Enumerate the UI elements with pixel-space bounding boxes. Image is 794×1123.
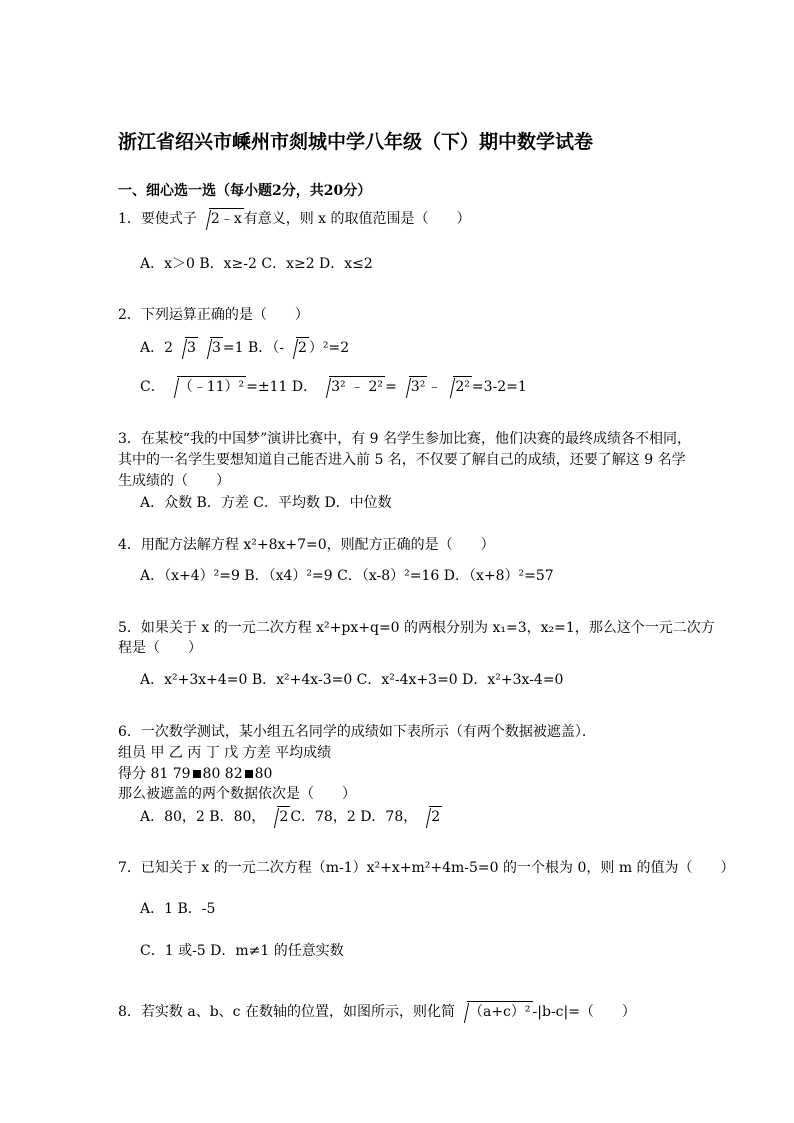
sqrt-expression [443, 376, 472, 397]
question-5-line-1: 5．如果关于 x 的一元二次方程 x²+px+q=0 的两根分别为 x₁=3，x₂=1，那么这个一元二次方 [118, 620, 715, 636]
sqrt-expression [286, 337, 309, 358]
q2-a-label: A． [140, 340, 165, 356]
score-table-row [118, 764, 272, 784]
q2-options-cd [140, 376, 527, 397]
q2-d-end: =3-2=1 [471, 379, 527, 395]
sqrt-expression [419, 806, 442, 827]
covered-cell-icon [193, 770, 201, 778]
sqrt-expression [399, 376, 428, 397]
q2-c-label: C． [140, 379, 165, 395]
question-8 [118, 1001, 636, 1022]
q8-stem-pre: 8．若实数 a、b、c 在数轴的位置，如图所示，则化简 [118, 1004, 455, 1020]
q6-opt-pre: A．80，2 B．80， [140, 809, 266, 825]
q2-options-ab [140, 337, 349, 358]
sqrt-argument: 3 [185, 337, 198, 358]
sqrt-argument: 3² [409, 376, 428, 397]
q7-options-ab: A．1 B．-5 [140, 901, 216, 917]
sqrt-argument: 3 [210, 337, 223, 358]
sqrt-expression [319, 376, 385, 397]
q2-b-end: ）²=2 [308, 340, 350, 356]
q2-d-eq: = [385, 379, 397, 395]
q6-options [140, 806, 442, 827]
q2-a-post: =1 B．（- [222, 340, 284, 356]
sqrt-argument: （a+c）² [467, 1001, 533, 1022]
sqrt-expression [199, 208, 244, 229]
q6-opt-mid: C．78，2 D．78， [290, 809, 418, 825]
q8-stem-post: -|b-c|=（ ） [532, 1004, 636, 1020]
question-6-line-4: 那么被遮盖的两个数据依次是（ ） [118, 786, 356, 802]
q7-options-cd: C．1 或-5 D．m≠1 的任意实数 [140, 943, 344, 959]
section-heading: 一、细心选一选（每小题2分，共20分） [118, 183, 372, 199]
q2-c-mid: =±11 D． [246, 379, 318, 395]
sqrt-expression [457, 1001, 533, 1022]
q2-d-minus: ﹣ [427, 379, 442, 395]
score-values-c: 80 [254, 766, 273, 782]
q4-options: A．（x+4）²=9 B．（x4）²=9 C．（x-8）²=16 D．（x+8）²=57 [140, 568, 554, 584]
question-1 [118, 208, 471, 229]
sqrt-expression [175, 337, 198, 358]
sqrt-argument: 2² [453, 376, 472, 397]
sqrt-argument: 2﹣x [209, 208, 244, 229]
sqrt-expression [167, 376, 246, 397]
question-4: 4．用配方法解方程 x²+8x+7=0，则配方正确的是（ ） [118, 537, 495, 553]
sqrt-argument: 2 [296, 337, 309, 358]
sqrt-expression [200, 337, 223, 358]
question-3-line-3: 生成绩的（ ） [118, 473, 230, 489]
q2-a-coef: 2 [164, 340, 174, 356]
score-values-a: 得分 81 79 [118, 766, 191, 782]
page-title: 浙江省绍兴市嵊州市剡城中学八年级（下）期中数学试卷 [118, 131, 594, 153]
question-7: 7．已知关于 x 的一元二次方程（m-1）x²+x+m²+4m-5=0 的一个根为 0，则 m 的值为（ ） [118, 860, 735, 876]
question-2: 2．下列运算正确的是（ ） [118, 307, 309, 323]
question-6-line-1: 6．一次数学测试，某小组五名同学的成绩如下表所示（有两个数据被遮盖）． [118, 724, 596, 740]
sqrt-argument: 3² ﹣ 2² [329, 376, 385, 397]
q1-stem-pre: 1．要使式子 [118, 211, 197, 227]
sqrt-argument: （﹣11）² [177, 376, 246, 397]
q1-stem-post: 有意义，则 x 的取值范围是（ ） [243, 211, 471, 227]
question-3-line-1: 3．在某校“我的中国梦”演讲比赛中，有 9 名学生参加比赛，他们决赛的最终成绩各不相同， [118, 431, 692, 447]
sqrt-argument: 2 [429, 806, 442, 827]
sqrt-argument: 2 [277, 806, 290, 827]
q3-options: A．众数 B．方差 C．平均数 D．中位数 [140, 495, 392, 511]
q1-options: A．x＞0 B．x≥-2 C．x≥2 D．x≤2 [140, 256, 373, 272]
score-table-header: 组员 甲 乙 丙 丁 戊 方差 平均成绩 [118, 745, 332, 761]
score-values-b: 80 82 [202, 766, 243, 782]
sqrt-expression [267, 806, 290, 827]
question-5-line-2: 程是（ ） [118, 640, 202, 656]
covered-cell-icon [245, 770, 253, 778]
question-3-line-2: 其中的一名学生要想知道自己能否进入前 5 名，不仅要了解自己的成绩，还要了解这 9 名学 [118, 452, 686, 468]
q5-options: A．x²+3x+4=0 B．x²+4x-3=0 C．x²-4x+3=0 D．x²+3x-4=0 [140, 672, 564, 688]
